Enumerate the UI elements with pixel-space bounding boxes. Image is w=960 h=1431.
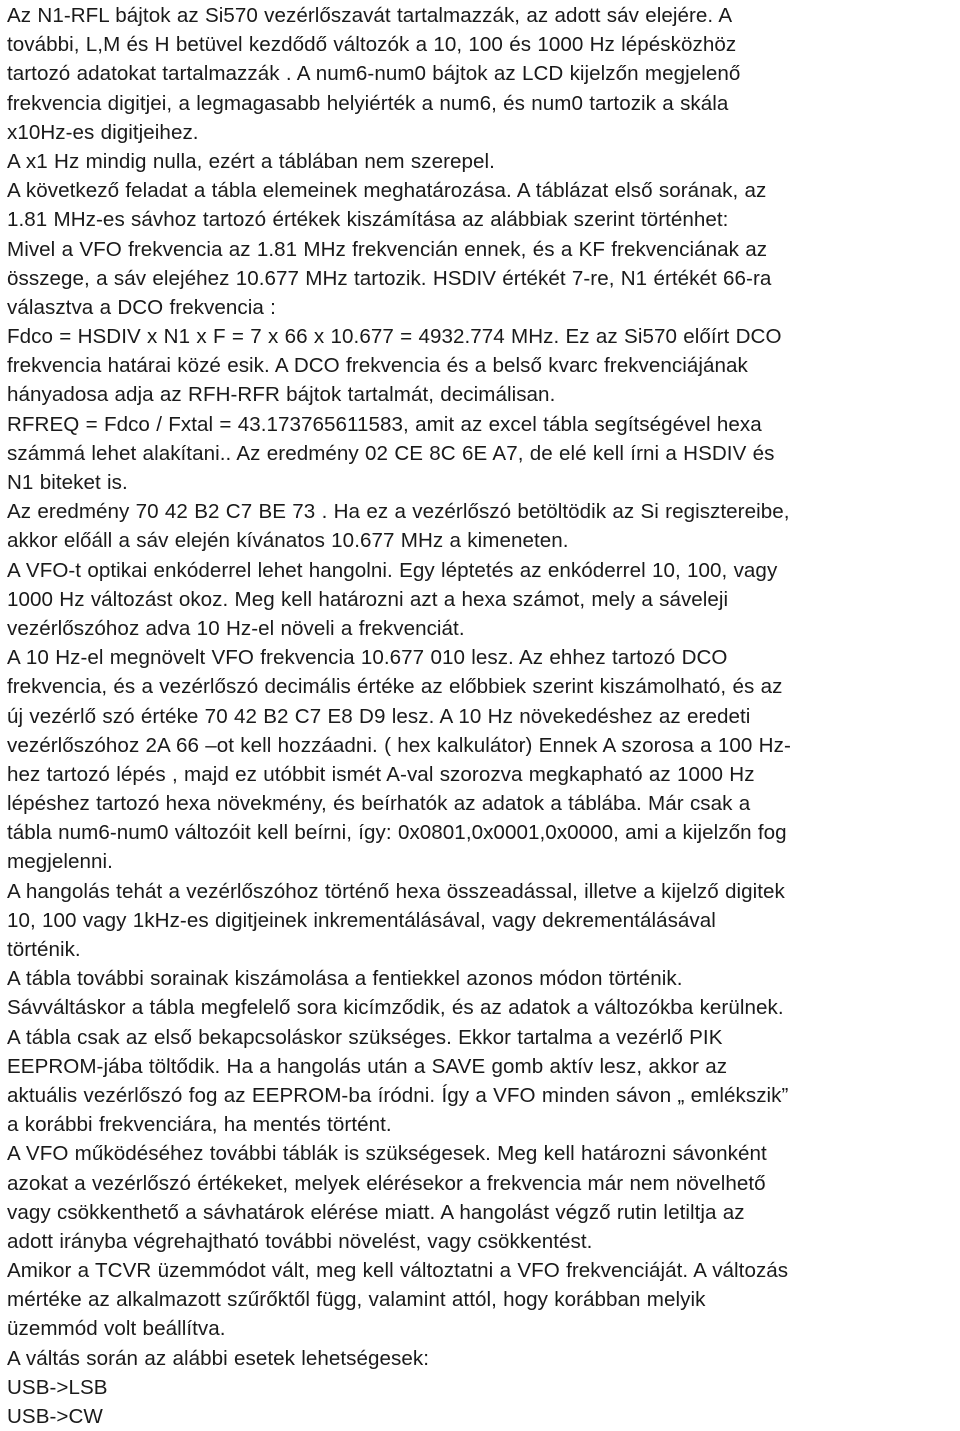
text-line: választva a DCO frekvencia : [7, 295, 276, 319]
text-line: frekvencia határai közé esik. A DCO frekvencia és a belső kvarc frekvenciájának [7, 354, 748, 378]
text-line: azokat a vezérlőszó értékeket, melyek elérésekor a frekvencia már nem növelhető [7, 1171, 766, 1195]
text-line: A x1 Hz mindig nulla, ezért a táblában nem szerepel. [7, 149, 495, 173]
text-line: frekvencia digitjei, a legmagasabb helyiérték a num6, és num0 tartozik a skála [7, 91, 729, 115]
text-line: további, L,M és H betüvel kezdődő változók a 10, 100 és 1000 Hz lépésközhöz [7, 33, 737, 57]
text-line: üzemmód volt beállítva. [7, 1317, 226, 1341]
text-line: új vezérlő szó értéke 70 42 B2 C7 E8 D9 lesz. A 10 Hz növekedéshez az eredeti [7, 704, 751, 728]
text-line: A váltás során az alábbi esetek lehetségesek: [7, 1346, 429, 1370]
text-line: Sávváltáskor a tábla megfelelő sora kicímződik, és az adatok a változókba kerülnek. [7, 996, 784, 1020]
text-line: USB->CW [7, 1405, 103, 1428]
text-line: aktuális vezérlőszó fog az EEPROM-ba íródni. Így a VFO minden sávon „ emlékszik” [7, 1083, 789, 1107]
text-line: N1 biteket is. [7, 471, 128, 494]
text-line: A tábla további sorainak kiszámolása a fentiekkel azonos módon történik. [7, 967, 683, 991]
text-line: lépéshez tartozó hexa növekmény, és beírhatók az adatok a táblába. Már csak a [7, 792, 751, 816]
text-line: A következő feladat a tábla elemeinek meghatározása. A táblázat első sorának, az [7, 179, 767, 203]
text-line: vagy csökkenthető a sávhatárok elérése miatt. A hangolást végző rutin letiltja az [7, 1200, 745, 1224]
text-line: akkor előáll a sáv elején kívánatos 10.677 MHz a kimeneten. [7, 529, 569, 553]
text-line: EEPROM-jába töltődik. Ha a hangolás után a SAVE gomb aktív lesz, akkor az [7, 1054, 728, 1078]
text-line: USB->LSB [7, 1375, 108, 1399]
text-line: A VFO működéséhez további táblák is szükségesek. Meg kell határozni sávonként [7, 1142, 767, 1166]
text-line: tábla num6-num0 változóit kell beírni, így: 0x0801,0x0001,0x0000, ami a kijelzőn fog [7, 821, 787, 845]
text-line: A hangolás tehát a vezérlőszóhoz történő hexa összeadással, illetve a kijelző digitek [7, 879, 785, 903]
text-line: történik. [7, 938, 81, 961]
text-line: frekvencia, és a vezérlőszó decimális értéke az előbbiek szerint kiszámolható, és az [7, 675, 783, 699]
text-line: Az N1-RFL bájtok az Si570 vezérlőszavát tartalmazzák, az adott sáv elejére. A [7, 4, 733, 27]
text-line: 1000 Hz változást okoz. Meg kell határozni azt a hexa számot, mely a sáveleji [7, 587, 729, 611]
text-line: A tábla csak az első bekapcsoláskor szükséges. Ekkor tartalma a vezérlő PIK [7, 1025, 723, 1049]
text-line: Mivel a VFO frekvencia az 1.81 MHz frekvencián ennek, és a KF frekvenciának az [7, 237, 768, 261]
text-line: számmá lehet alakítani.. Az eredmény 02 CE 8C 6E A7, de elé kell írni a HSDIV és [7, 441, 775, 465]
text-line: tartozó adatokat tartalmazzák . A num6-num0 bájtok az LCD kijelzőn megjelenő [7, 62, 741, 86]
text-line: megjelenni. [7, 850, 113, 874]
text-line: x10Hz-es digitjeihez. [7, 120, 199, 144]
text-line: vezérlőszóhoz adva 10 Hz-el növeli a frekvenciát. [7, 616, 465, 640]
text-line: vezérlőszóhoz 2A 66 –ot kell hozzáadni. ( hex kalkulátor) Ennek A szorosa a 100 Hz- [7, 733, 791, 757]
text-line: a korábbi frekvenciára, ha mentés történt. [7, 1113, 392, 1137]
text-line: A 10 Hz-el megnövelt VFO frekvencia 10.677 010 lesz. Az ehhez tartozó DCO [7, 646, 728, 670]
text-line: adott irányba végrehajtható további növelést, vagy csökkentést. [7, 1229, 593, 1253]
text-line: 10, 100 vagy 1kHz-es digitjeinek inkrementálásával, vagy dekrementálásával [7, 908, 716, 932]
text-line: Az eredmény 70 42 B2 C7 BE 73 . Ha ez a vezérlőszó betöltödik az Si regisztereibe, [7, 500, 790, 524]
text-line: hányadosa adja az RFH-RFR bájtok tartalmát, decimálisan. [7, 383, 556, 407]
text-line: A VFO-t optikai enkóderrel lehet hangolni. Egy léptetés az enkóderrel 10, 100, vagy [7, 558, 778, 582]
text-line: hez tartozó lépés , majd ez utóbbit ismét A-val szorozva megkapható az 1000 Hz [7, 762, 755, 786]
text-line: Amikor a TCVR üzemmódot vált, meg kell változtatni a VFO frekvenciáját. A változás [7, 1259, 789, 1283]
text-line: 1.81 MHz-es sávhoz tartozó értékek kiszámítása az alábbiak szerint történhet: [7, 208, 729, 232]
text-line: mértéke az alkalmazott szűrőktől függ, valamint attól, hogy korábban melyik [7, 1288, 706, 1312]
text-line: Fdco = HSDIV x N1 x F = 7 x 66 x 10.677 = 4932.774 MHz. Ez az Si570 előírt DCO [7, 325, 782, 349]
text-line: összege, a sáv elejéhez 10.677 MHz tartozik. HSDIV értékét 7-re, N1 értékét 66-ra [7, 266, 772, 290]
text-line: RFREQ = Fdco / Fxtal = 43.173765611583, amit az excel tábla segítségével hexa [7, 412, 762, 436]
